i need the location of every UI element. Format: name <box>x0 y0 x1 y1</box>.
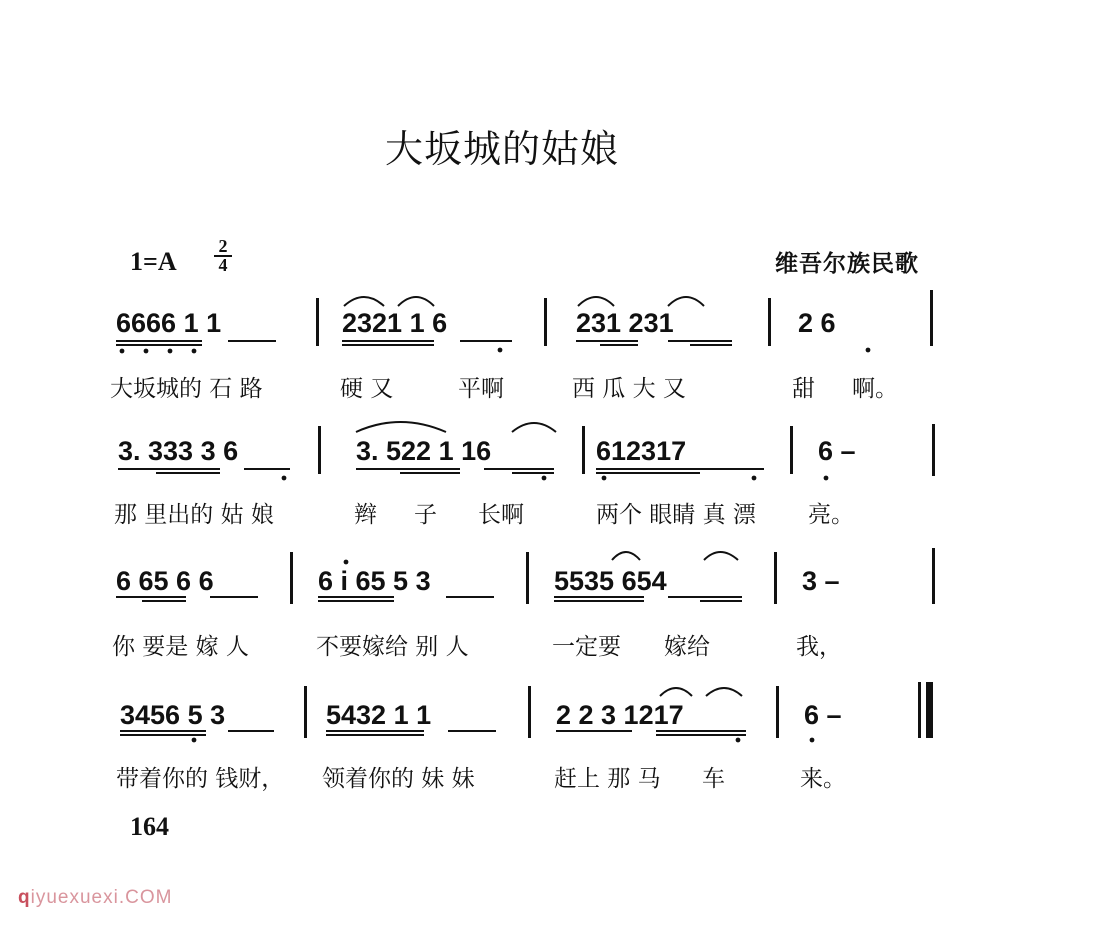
measure-2-4: 6 – <box>818 436 856 466</box>
measure-2-2: 3. 522 1 16 <box>356 436 492 466</box>
barline <box>318 426 321 474</box>
lyric: 亮。 <box>808 502 854 528</box>
watermark-rest: iyuexuexi.COM <box>30 887 173 908</box>
barline <box>932 548 935 604</box>
lyric: 长啊 <box>478 502 524 528</box>
watermark <box>18 887 172 909</box>
time-signature <box>214 238 232 274</box>
lyric: 两个 眼睛 真 漂 <box>596 502 756 528</box>
key-signature: 1=A <box>130 247 177 276</box>
lyric: 我， <box>796 634 842 660</box>
barline <box>528 686 531 738</box>
measure-4-2: 5432 1 1 <box>326 700 432 730</box>
lyric: 啊。 <box>852 376 898 402</box>
lyric: 辫 <box>354 502 377 528</box>
measure-2-1: 3. 333 3 6 <box>118 436 239 466</box>
lyric: 甜 <box>792 376 815 402</box>
barline <box>526 552 529 604</box>
lyric: 那 里出的 姑 娘 <box>114 502 274 528</box>
measure-1-2: 2321 1 6 <box>342 308 448 338</box>
measure-3-3: 5535 654 <box>554 566 667 596</box>
barline <box>932 424 935 476</box>
lyric: 嫁给 <box>664 634 710 660</box>
lyric: 不要嫁给 别 人 <box>316 634 469 660</box>
lyric: 硬 又 <box>340 376 394 402</box>
lyric: 领着你的 妹 妹 <box>322 766 475 792</box>
page-number: 164 <box>130 812 169 841</box>
octave-dots <box>120 348 871 743</box>
barline <box>290 552 293 604</box>
final-barline-thin <box>918 682 921 738</box>
measure-1-4: 2 6 <box>798 308 836 338</box>
lyric: 带着你的 钱财， <box>116 766 285 792</box>
barline <box>304 686 307 738</box>
time-signature-bottom: 4 <box>218 255 228 275</box>
lyric: 车 <box>702 766 725 792</box>
barline <box>930 290 933 346</box>
measure-2-3: 612317 <box>596 436 687 466</box>
measure-4-3: 2 2 3 1217 <box>556 700 684 730</box>
measure-4-4: 6 – <box>804 700 842 730</box>
lyric: 一定要 <box>552 634 621 660</box>
barline <box>776 686 779 738</box>
time-signature-top: 2 <box>218 236 228 256</box>
lyric: 你 要是 嫁 人 <box>112 634 249 660</box>
measure-1-1: 6666 1 1 <box>116 308 222 338</box>
lyric: 西 瓜 大 又 <box>572 376 686 402</box>
measure-4-1: 3456 5 3 <box>120 700 226 730</box>
measure-1-3: 231 231 <box>576 308 674 338</box>
barline <box>790 426 793 474</box>
lyric: 来。 <box>800 766 846 792</box>
barline <box>768 298 771 346</box>
final-barline-thick <box>926 682 933 738</box>
barline <box>316 298 319 346</box>
lyric: 大坂城的 石 路 <box>110 376 263 402</box>
song-title: 大坂城的姑娘 <box>385 127 620 171</box>
measure-3-2: 6 i 65 5 3 <box>318 566 431 596</box>
lyric: 子 <box>414 502 437 528</box>
lyric: 赶上 那 马 <box>554 766 661 792</box>
watermark-initial: q <box>18 887 31 908</box>
barline <box>544 298 547 346</box>
barline <box>582 426 585 474</box>
attribution: 维吾尔族民歌 <box>775 251 919 277</box>
measure-3-4: 3 – <box>802 566 840 596</box>
lyric: 平啊 <box>458 376 504 402</box>
barline <box>774 552 777 604</box>
measure-3-1: 6 65 6 6 <box>116 566 214 596</box>
